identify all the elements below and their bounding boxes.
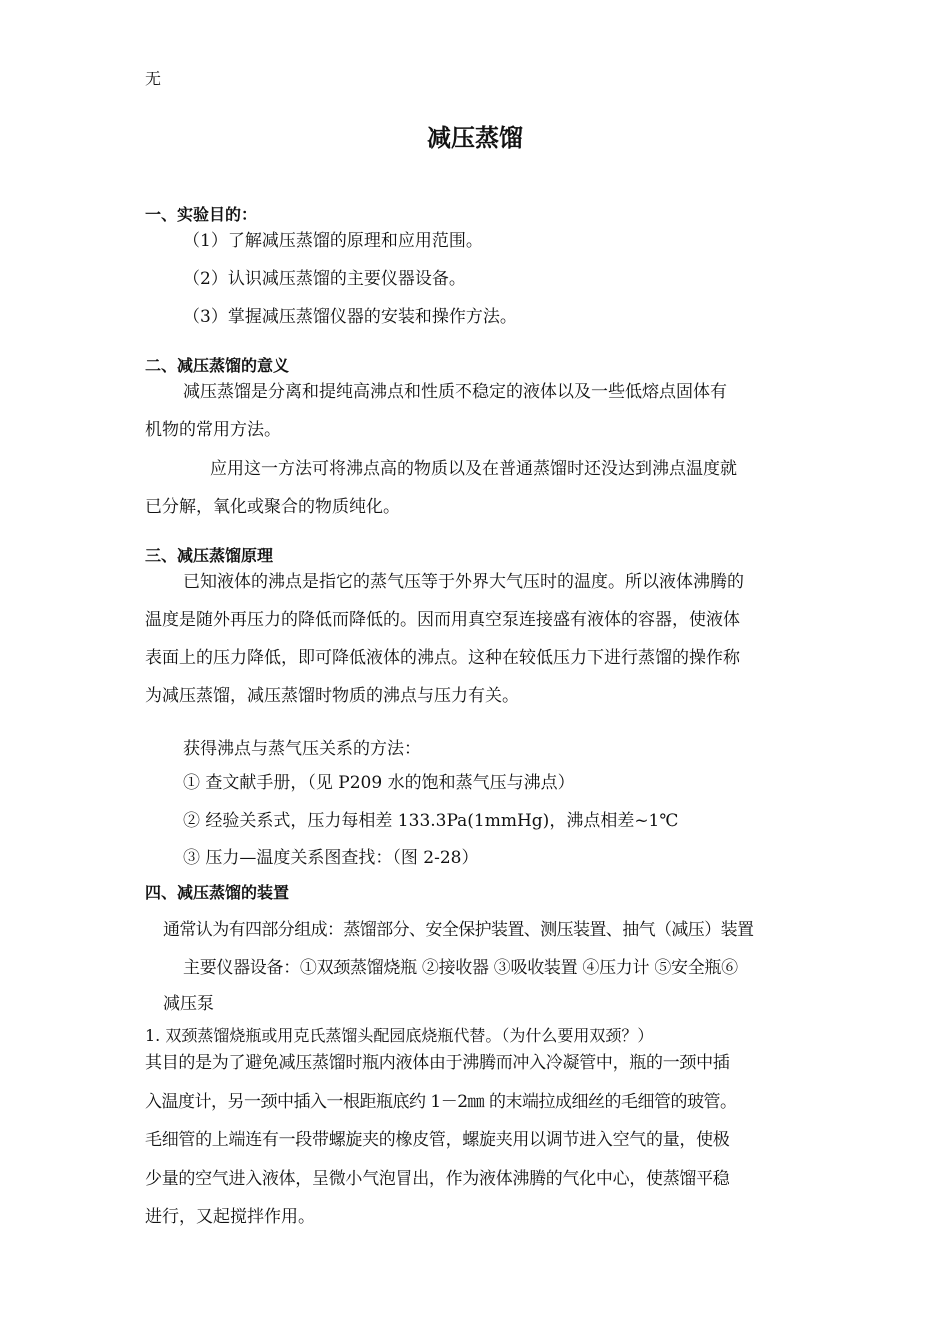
- section-2-heading: 二、减压蒸馏的意义: [145, 356, 290, 375]
- paragraph-line: 进行，又起搅拌作用。: [145, 1207, 315, 1227]
- paragraph-line: 应用这一方法可将沸点高的物质以及在普通蒸馏时还没达到沸点温度就: [210, 459, 737, 479]
- method-item: ② 经验关系式，压力每相差 133.3Pa(1mmHg)，沸点相差~1℃: [183, 811, 679, 831]
- objective-item: （1）了解减压蒸馏的原理和应用范围。: [183, 231, 483, 251]
- paragraph-line: 机物的常用方法。: [145, 420, 281, 440]
- section-3-heading: 三、减压蒸馏原理: [145, 546, 274, 565]
- methods-intro: 获得沸点与蒸气压关系的方法：: [183, 739, 421, 759]
- objective-item: （3）掌握减压蒸馏仪器的安装和操作方法。: [183, 307, 517, 327]
- section-1-heading: 一、实验目的：: [145, 205, 258, 224]
- method-item: ① 查文献手册，（见 P209 水的饱和蒸气压与沸点）: [183, 773, 575, 793]
- header-mark: 无: [145, 69, 162, 88]
- section-4-heading: 四、减压蒸馏的装置: [145, 883, 290, 902]
- paragraph-line: 表面上的压力降低，即可降低液体的沸点。这种在较低压力下进行蒸馏的操作称: [145, 648, 740, 668]
- method-item: ③ 压力—温度关系图查找：（图 2-28）: [183, 848, 479, 868]
- paragraph-line: 已知液体的沸点是指它的蒸气压等于外界大气压时的温度。所以液体沸腾的: [183, 572, 744, 592]
- paragraph-line: 入温度计，另一颈中插入一根距瓶底约 1－2㎜ 的末端拉成细丝的毛细管的玻管。: [145, 1092, 737, 1112]
- paragraph-line: 少量的空气进入液体，呈微小气泡冒出，作为液体沸腾的气化中心，使蒸馏平稳: [145, 1169, 730, 1189]
- list-item-heading: 1. 双颈蒸馏烧瓶或用克氏蒸馏头配园底烧瓶代替。（为什么要用双颈？）: [145, 1026, 654, 1045]
- paragraph-line: 减压泵: [163, 994, 214, 1014]
- paragraph-line: 毛细管的上端连有一段带螺旋夹的橡皮管，螺旋夹用以调节进入空气的量，使极: [145, 1130, 730, 1150]
- paragraph-line: 其目的是为了避免减压蒸馏时瓶内液体由于沸腾而冲入冷凝管中，瓶的一颈中插: [145, 1053, 730, 1073]
- paragraph-line: 已分解，氧化或聚合的物质纯化。: [145, 497, 400, 517]
- paragraph-line: 主要仪器设备：①双颈蒸馏烧瓶 ②接收器 ③吸收装置 ④压力计 ⑤安全瓶⑥: [183, 958, 738, 978]
- paragraph-line: 通常认为有四部分组成：蒸馏部分、安全保护装置、测压装置、抽气（减压）装置: [163, 920, 754, 940]
- objective-item: （2）认识减压蒸馏的主要仪器设备。: [183, 269, 466, 289]
- paragraph-line: 为减压蒸馏，减压蒸馏时物质的沸点与压力有关。: [145, 686, 519, 706]
- page-title: 减压蒸馏: [427, 124, 523, 152]
- paragraph-line: 减压蒸馏是分离和提纯高沸点和性质不稳定的液体以及一些低熔点固体有: [183, 382, 727, 402]
- paragraph-line: 温度是随外再压力的降低而降低的。因而用真空泵连接盛有液体的容器，使液体: [145, 610, 740, 630]
